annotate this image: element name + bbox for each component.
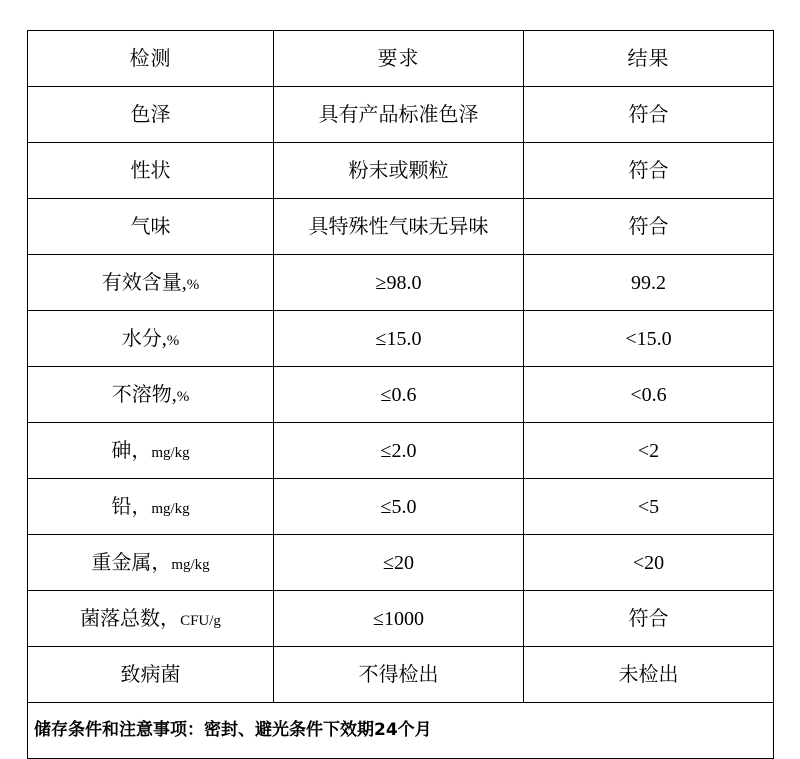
cell-item	[28, 591, 274, 647]
cell-result: <0.6	[524, 367, 774, 423]
cell-result: 符合	[524, 87, 774, 143]
cell-result: 符合	[524, 199, 774, 255]
cell-requirement: ≤0.6	[274, 367, 524, 423]
cell-item	[28, 311, 274, 367]
cell-item	[28, 255, 274, 311]
footer-note-text: 储存条件和注意事项：密封、避光条件下效期24个月	[34, 720, 432, 741]
table-header-row	[28, 31, 774, 87]
table-row	[28, 367, 774, 423]
item-label: 水分,	[121, 327, 167, 350]
cell-requirement: ≤1000	[274, 591, 524, 647]
item-unit: %	[186, 276, 200, 293]
item-unit: %	[166, 332, 180, 349]
item-unit: mg/kg	[171, 556, 210, 573]
table-row	[28, 647, 774, 703]
item-label: 铅，	[111, 495, 152, 518]
cell-requirement: ≤20	[274, 535, 524, 591]
item-label: 色泽	[130, 103, 171, 126]
item-unit: mg/kg	[151, 500, 190, 517]
table-row	[28, 143, 774, 199]
cell-requirement: ≤5.0	[274, 479, 524, 535]
cell-item	[28, 479, 274, 535]
cell-item	[28, 367, 274, 423]
table-row	[28, 535, 774, 591]
cell-result: <5	[524, 479, 774, 535]
table-row	[28, 255, 774, 311]
item-label: 菌落总数，	[80, 607, 181, 630]
cell-requirement: 粉末或颗粒	[274, 143, 524, 199]
footer-note-row	[28, 703, 774, 759]
item-label: 砷，	[111, 439, 152, 462]
cell-item	[28, 423, 274, 479]
table-row	[28, 591, 774, 647]
item-label: 不溶物,	[111, 383, 177, 406]
inspection-spec-table	[27, 30, 774, 759]
table-row	[28, 423, 774, 479]
item-unit: CFU/g	[180, 612, 221, 629]
cell-result: 符合	[524, 591, 774, 647]
item-unit: %	[176, 388, 190, 405]
cell-requirement: 不得检出	[274, 647, 524, 703]
spec-table-sheet	[27, 30, 773, 759]
cell-result: <20	[524, 535, 774, 591]
cell-requirement: 具有产品标准色泽	[274, 87, 524, 143]
cell-requirement: ≥98.0	[274, 255, 524, 311]
header-cell-item: 检测	[28, 31, 274, 87]
item-label: 气味	[130, 215, 171, 238]
item-label: 致病菌	[120, 663, 181, 686]
cell-item	[28, 535, 274, 591]
cell-item	[28, 199, 274, 255]
cell-footer-note	[28, 703, 774, 759]
header-cell-requirement: 要求	[274, 31, 524, 87]
cell-result: 未检出	[524, 647, 774, 703]
table-row	[28, 199, 774, 255]
item-label: 重金属，	[91, 551, 172, 574]
cell-item	[28, 647, 274, 703]
cell-result: <2	[524, 423, 774, 479]
cell-item	[28, 143, 274, 199]
table-row	[28, 479, 774, 535]
item-label: 有效含量,	[101, 271, 187, 294]
cell-result: <15.0	[524, 311, 774, 367]
cell-result: 99.2	[524, 255, 774, 311]
item-unit: mg/kg	[151, 444, 190, 461]
cell-item	[28, 87, 274, 143]
item-label: 性状	[130, 159, 171, 182]
table-row	[28, 87, 774, 143]
cell-requirement: 具特殊性气味无异味	[274, 199, 524, 255]
table-row	[28, 311, 774, 367]
cell-result: 符合	[524, 143, 774, 199]
header-cell-result: 结果	[524, 31, 774, 87]
cell-requirement: ≤2.0	[274, 423, 524, 479]
cell-requirement: ≤15.0	[274, 311, 524, 367]
